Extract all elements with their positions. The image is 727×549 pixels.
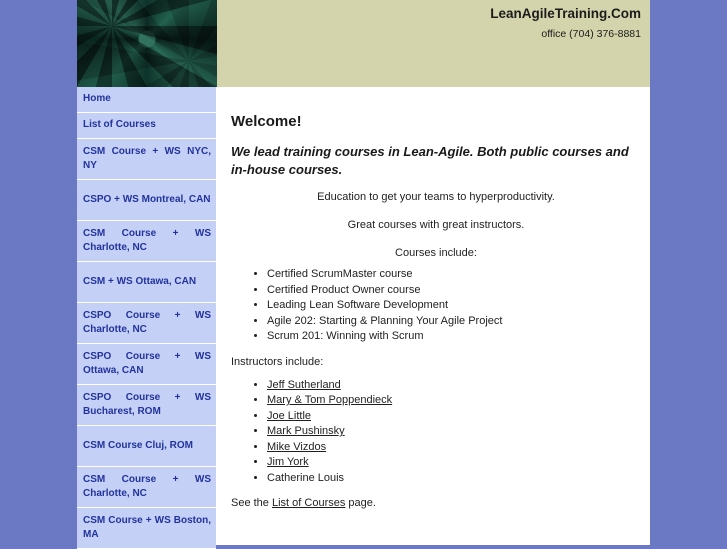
sidebar-item-csm-ottawa[interactable] [77,262,216,303]
instructors-heading: Instructors include: [231,355,324,368]
office-phone: office (704) 376-8881 [541,28,641,40]
instructor-link[interactable]: Mary & Tom Poppendieck [267,394,393,406]
list-item [267,409,641,425]
sidebar-item-cspo-bucharest[interactable] [77,385,216,426]
sidebar-item-cspo-ottawa[interactable] [77,344,216,385]
list-item: • Certified Product Owner course [267,283,641,299]
sidebar-item-home[interactable] [77,87,216,113]
list-of-courses-link[interactable]: List of Courses [271,497,346,509]
main-content [231,113,641,519]
list-item [267,424,641,440]
site-title: LeanAgileTraining.Com [490,6,641,21]
tagline: We lead training courses in Lean-Agile. Both public courses and in-house courses. [231,144,629,177]
sidebar-item-label: List of Courses [83,119,156,131]
instructor-link[interactable]: Mike Vizdos [267,440,327,453]
sidebar-item-csm-boston[interactable] [77,508,216,549]
banner-kaleidoscope-image [77,0,217,87]
sidebar-nav [77,87,217,545]
site-header [217,0,650,87]
see-courses-text [231,497,641,509]
sidebar-item-csm-cluj[interactable] [77,426,216,467]
sidebar-item-label: CSPO + WS Montreal, CAN [83,193,211,205]
list-item: • Agile 202: Starting & Planning Your Agile Project [267,314,641,330]
page-title: Welcome! [231,113,302,130]
courses-list [231,267,641,345]
sidebar-item-label: CSM Course Cluj, ROM [83,439,194,451]
sidebar-item-cspo-montreal[interactable] [77,180,216,221]
sidebar-item-label: CSM Course + WS Charlotte, NC [83,227,211,253]
list-item [267,378,641,394]
sidebar-item-label: CSM Course + WS Charlotte, NC [83,473,211,499]
intro-line-2: Great courses with great instructors. [347,219,525,231]
list-item [267,440,641,456]
list-item: • Leading Lean Software Development [267,298,641,314]
courses-heading: Courses include: [395,247,477,259]
sidebar-item-label: CSPO Course + WS Ottawa, CAN [83,350,211,376]
sidebar-item-csm-charlotte-2[interactable] [77,467,216,508]
list-item: • Certified ScrumMaster course [267,267,641,283]
sidebar-item-label: CSPO Course + WS Charlotte, NC [83,309,211,335]
instructor-link[interactable]: Joe Little [267,409,312,422]
sidebar-item-label: CSM + WS Ottawa, CAN [83,275,197,287]
sidebar-item-list-of-courses[interactable] [77,113,216,139]
list-item [267,393,641,409]
instructor-link[interactable]: Mark Pushinsky [267,425,345,437]
list-item: • Scrum 201: Winning with Scrum [267,329,641,345]
instructor-link[interactable]: Jeff Sutherland [267,378,341,391]
list-item [267,455,641,471]
sidebar-item-label: CSPO Course + WS Bucharest, ROM [83,391,211,417]
sidebar-item-label: CSM Course + WS NYC, NY [83,145,211,171]
see-suffix: page. [345,497,376,509]
list-item: • Catherine Louis [267,471,641,487]
intro-line-1: Education to get your teams to hyperproductivity. [317,191,555,203]
sidebar-item-label: CSM Course + WS Boston, MA [83,514,211,540]
sidebar-item-csm-charlotte[interactable] [77,221,216,262]
page-wrapper [77,0,650,545]
sidebar-item-cspo-charlotte[interactable] [77,303,216,344]
instructors-list [231,378,641,487]
sidebar-item-csm-nyc[interactable] [77,139,216,180]
see-prefix: See the [231,497,272,509]
sidebar-item-label: Home [83,93,111,105]
instructor-link[interactable]: Jim York [267,456,309,468]
